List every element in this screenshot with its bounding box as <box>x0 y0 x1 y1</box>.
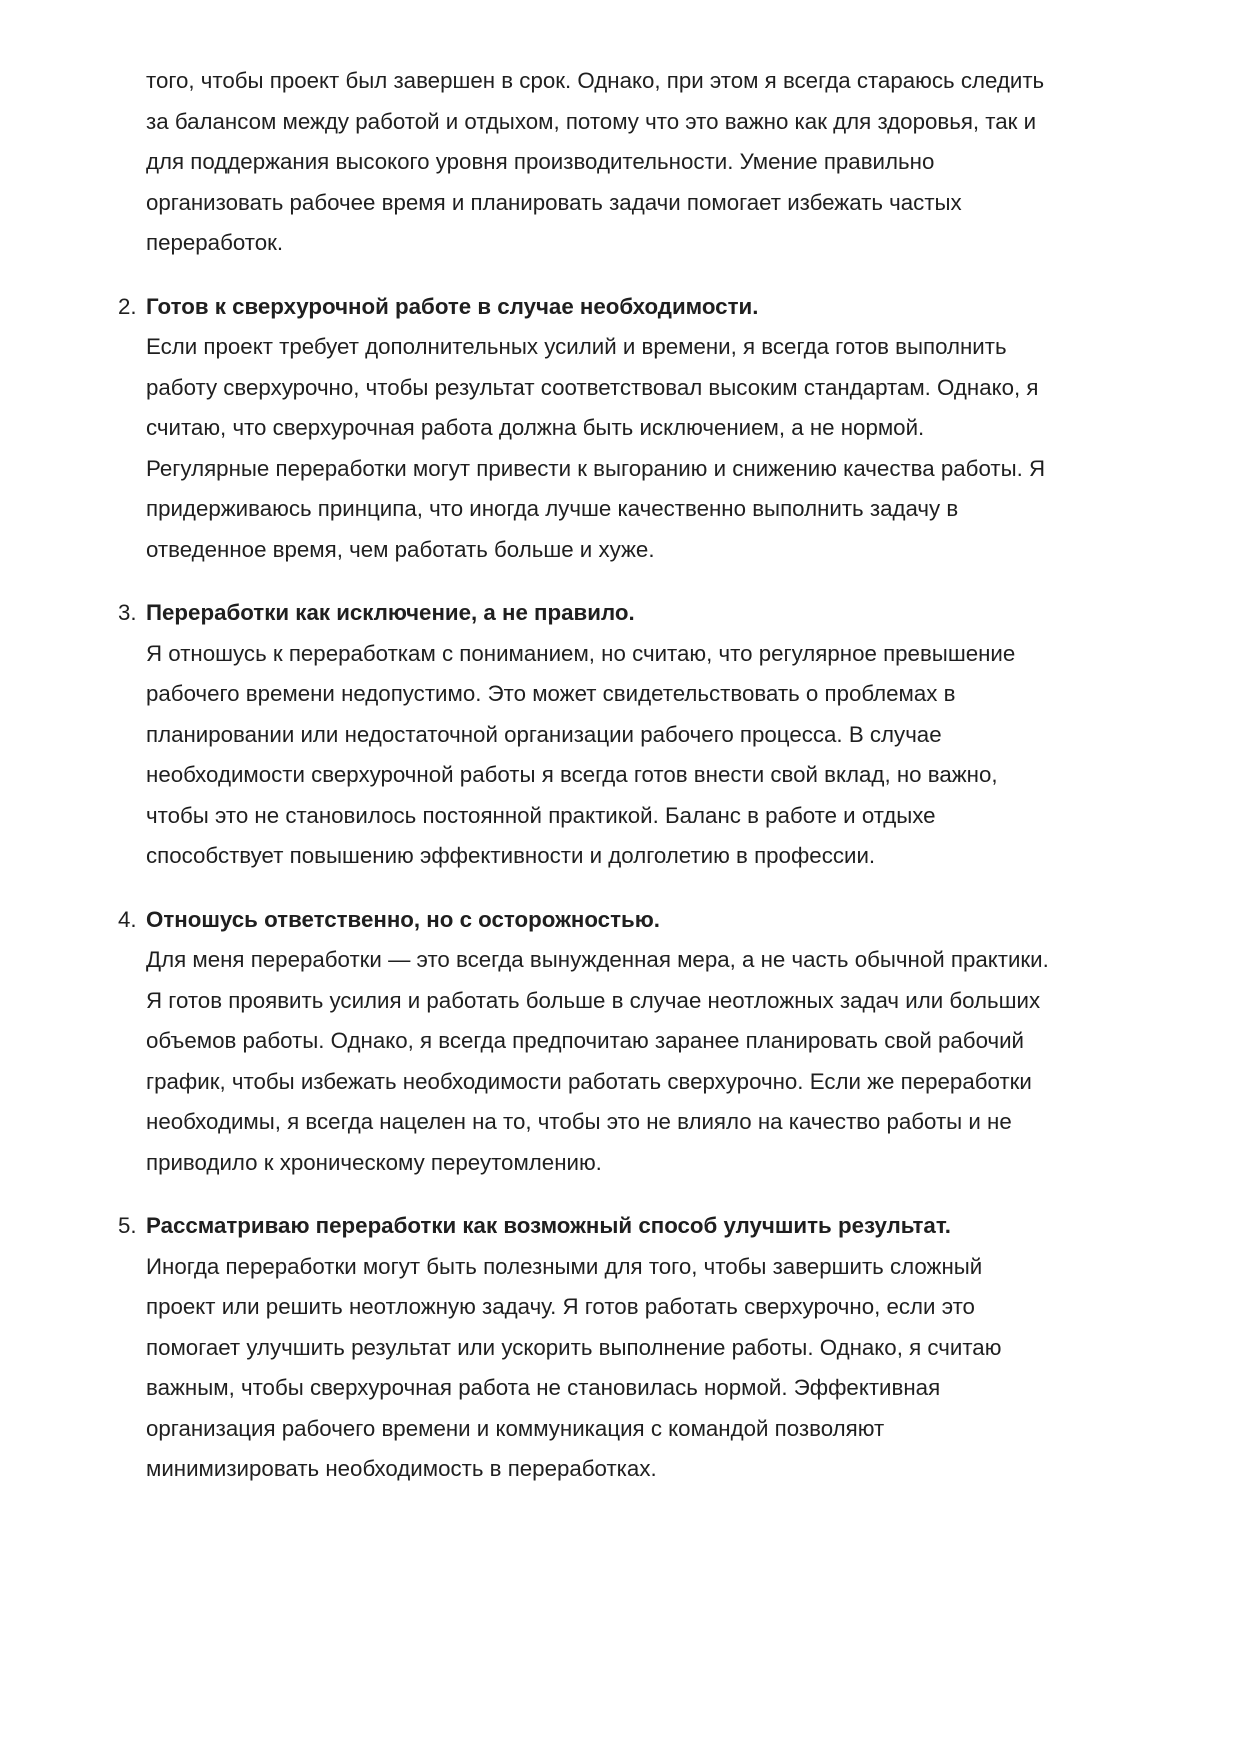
text-line: организация рабочего времени и коммуникация с командой позволяют <box>146 1415 885 1441</box>
list-number: 4. <box>118 906 137 932</box>
text-line: способствует повышению эффективности и долголетию в профессии. <box>146 843 876 868</box>
list-number: 5. <box>118 1213 137 1238</box>
item-heading: Переработки как исключение, а не правило. <box>146 600 635 625</box>
text-line: придерживаюсь принципа, что иногда лучше качественно выполнить задачу в <box>146 496 959 521</box>
intro-paragraph <box>146 61 1196 264</box>
text-line: важным, чтобы сверхурочная работа не становилась нормой. Эффективная <box>146 1375 941 1400</box>
item-heading: Отношусь ответственно, но с осторожностью. <box>146 906 660 932</box>
text-line: организовать рабочее время и планировать задачи помогает избежать частых <box>146 189 962 215</box>
text-line: рабочего времени недопустимо. Это может свидетельствовать о проблемах в <box>146 681 956 706</box>
list-item <box>118 900 1196 1184</box>
text-line: Если проект требует дополнительных усилий и времени, я всегда готов выполнить <box>146 334 1007 359</box>
list-number: 2. <box>118 293 137 319</box>
list-item <box>118 287 1196 571</box>
text-line: переработок. <box>146 230 284 255</box>
text-line: необходимы, я всегда нацелен на то, чтобы это не влияло на качество работы и не <box>146 1109 1012 1134</box>
text-line: Я отношусь к переработкам с пониманием, но считаю, что регулярное превышение <box>146 640 1016 666</box>
text-line: Регулярные переработки могут привести к выгоранию и снижению качества работы. Я <box>146 455 1046 481</box>
text-line: планировании или недостаточной организации рабочего процесса. В случае <box>146 721 942 747</box>
text-line: проект или решить неотложную задачу. Я готов работать сверхурочно, если это <box>146 1294 975 1319</box>
list-number: 3. <box>118 600 137 625</box>
text-line: помогает улучшить результат или ускорить выполнение работы. Однако, я считаю <box>146 1334 1002 1360</box>
text-line: Я готов проявить усилия и работать больше в случае неотложных задач или больших <box>146 987 1041 1013</box>
text-line: для поддержания высокого уровня производительности. Умение правильно <box>146 149 935 174</box>
text-line: отведенное время, чем работать больше и хуже. <box>146 536 655 562</box>
text-line: чтобы это не становилось постоянной практикой. Баланс в работе и отдыхе <box>146 802 936 828</box>
text-line: объемов работы. Однако, я всегда предпочитаю заранее планировать свой рабочий <box>146 1028 1025 1053</box>
text-line: Для меня переработки — это всегда вынужденная мера, а не часть обычной практики. <box>146 947 1049 972</box>
text-line: приводило к хроническому переутомлению. <box>146 1149 602 1175</box>
text-line: необходимости сверхурочной работы я всегда готов внести свой вклад, но важно, <box>146 762 998 787</box>
item-heading: Готов к сверхурочной работе в случае необходимости. <box>146 293 759 319</box>
text-line: за балансом между работой и отдыхом, потому что это важно как для здоровья, так и <box>146 108 1037 134</box>
list-item <box>118 1206 1196 1490</box>
list-item <box>118 593 1196 877</box>
item-heading: Рассматриваю переработки как возможный способ улучшить результат. <box>146 1213 951 1238</box>
text-line: график, чтобы избежать необходимости работать сверхурочно. Если же переработки <box>146 1068 1032 1094</box>
text-line: минимизировать необходимость в переработках. <box>146 1456 657 1481</box>
text-line: работу сверхурочно, чтобы результат соответствовал высоким стандартам. Однако, я <box>146 374 1039 400</box>
document-body <box>118 61 1196 1490</box>
text-line: считаю, что сверхурочная работа должна быть исключением, а не нормой. <box>146 415 925 440</box>
text-line: Иногда переработки могут быть полезными для того, чтобы завершить сложный <box>146 1253 983 1279</box>
text-line: того, чтобы проект был завершен в срок. Однако, при этом я всегда стараюсь следить <box>146 68 1045 93</box>
